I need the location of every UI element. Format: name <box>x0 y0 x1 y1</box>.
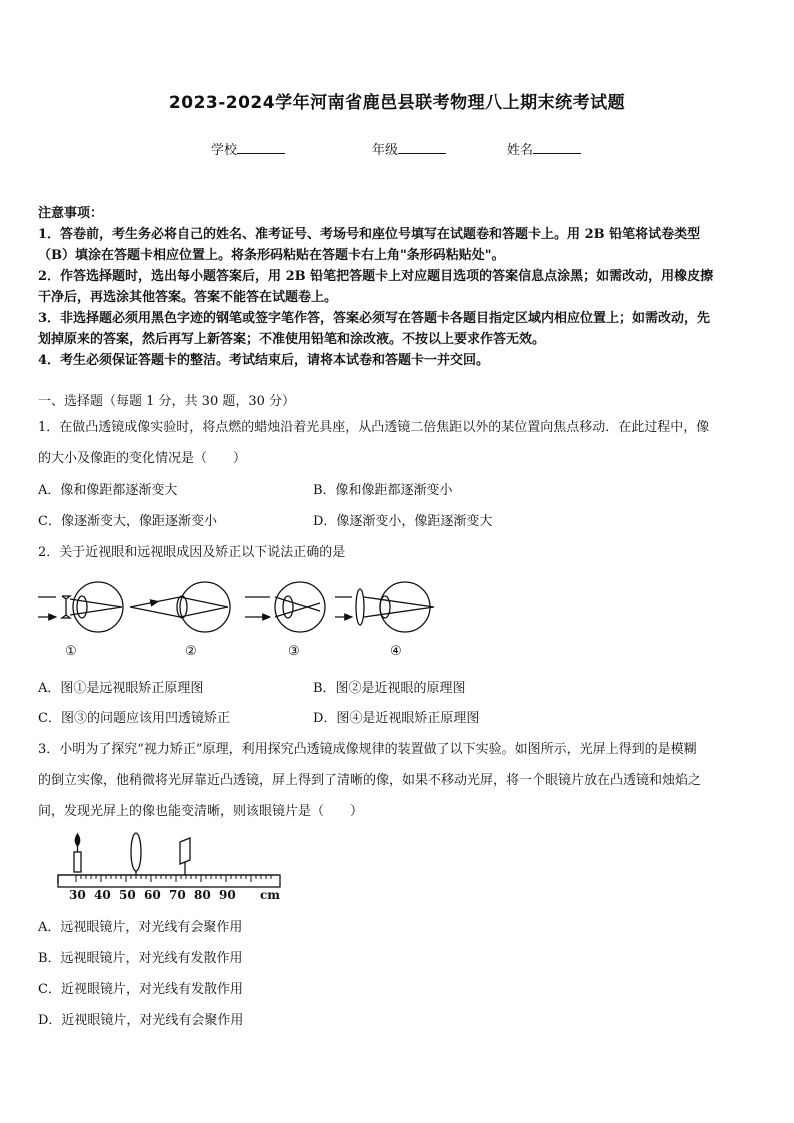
notice-line: 划掉原来的答案，然后再写上新答案；不准使用铅笔和涂改液。不按以上要求作答无效。 <box>38 332 546 347</box>
q1-option-d: D．像逐渐变小，像距逐渐变大 <box>313 514 493 529</box>
ruler-label-30: 30 <box>69 888 86 902</box>
q3-option-c: C．近视眼镜片，对光线有发散作用 <box>38 982 243 997</box>
q2-option-a: A．图①是远视眼矫正原理图 <box>38 681 204 696</box>
ruler-label-50: 50 <box>119 888 136 902</box>
q3-stem: 间，发现光屏上的像也能变清晰，则该眼镜片是（ ） <box>38 804 364 819</box>
notice-line: 4．考生必须保证答题卡的整洁。考试结束后，请将本试卷和答题卡一并交回。 <box>38 353 490 368</box>
q1-stem: 的大小及像距的变化情况是（ ） <box>38 451 247 466</box>
figure-label-3: ③ <box>288 644 300 659</box>
ruler-ticks <box>76 875 271 882</box>
eye-diagrams-figure <box>30 575 450 660</box>
ruler-label-70: 70 <box>169 888 186 902</box>
figure-label-1: ① <box>65 644 77 659</box>
q2-stem: 2．关于近视眼和远视眼成因及矫正以下说法正确的是 <box>38 545 346 560</box>
section-heading: 一、选择题（每题 1 分，共 30 题，30 分） <box>38 394 296 409</box>
figure-label-2: ② <box>185 644 197 659</box>
notice-line: 2．作答选择题时，选出每小题答案后，用 2B 铅笔把答题卡上对应题目选项的答案信息点涂黑；如需改动，用橡皮擦 <box>38 269 714 284</box>
light-screen <box>180 838 190 864</box>
q3-option-b: B．远视眼镜片，对光线有发散作用 <box>38 951 243 966</box>
figure-label-4: ④ <box>390 644 402 659</box>
ruler-label-90: 90 <box>219 888 236 902</box>
eye-diagram-2 <box>130 582 230 632</box>
q3-stem: 的倒立实像，他稍微将光屏靠近凸透镜，屏上得到了清晰的像，如果不移动光屏，将一个眼镜片放在凸透镜和烛焰之 <box>38 773 702 788</box>
candle <box>74 834 81 872</box>
notice-line: 干净后，再选涂其他答案。答案不能答在试题卷上。 <box>38 290 338 305</box>
eye-diagram-3 <box>245 582 325 632</box>
convex-lens <box>131 833 141 871</box>
name-field <box>507 139 581 158</box>
ruler-label-80: 80 <box>194 888 211 902</box>
q1-option-c: C．像逐渐变大，像距逐渐变小 <box>38 514 217 529</box>
ruler-label-60: 60 <box>144 888 161 902</box>
name-blank <box>533 141 581 154</box>
q2-option-c: C．图③的问题应该用凹透镜矫正 <box>38 711 230 726</box>
eye-diagram-1 <box>38 582 123 632</box>
q2-option-d: D．图④是近视眼矫正原理图 <box>313 711 480 726</box>
grade-blank <box>398 141 446 154</box>
notice-line: 1．答卷前，考生务必将自己的姓名、准考证号、考场号和座位号填写在试题卷和答题卡上。用 2B 铅笔将试卷类型 <box>38 227 701 242</box>
ruler-unit: cm <box>260 888 281 902</box>
grade-label: 年级 <box>372 143 399 158</box>
q1-option-a: A．像和像距都逐渐变大 <box>38 483 178 498</box>
ruler-label-40: 40 <box>94 888 111 902</box>
optical-bench-figure <box>54 830 286 906</box>
q3-option-a: A．远视眼镜片，对光线有会聚作用 <box>38 920 243 935</box>
school-label: 学校 <box>211 143 238 158</box>
q3-option-d: D．近视眼镜片，对光线有会聚作用 <box>38 1013 244 1028</box>
notice-line: （B）填涂在答题卡相应位置上。将条形码粘贴在答题卡右上角"条形码粘贴处"。 <box>38 248 505 263</box>
notice-line: 3．非选择题必须用黑色字迹的钢笔或签字笔作答，答案必须写在答题卡各题目指定区域内相应位置上；如需改动，先 <box>38 311 711 326</box>
q1-stem: 1．在做凸透镜成像实验时，将点燃的蜡烛沿着光具座，从凸透镜二倍焦距以外的某位置向焦点移动．在此过程中，像 <box>38 420 710 435</box>
eye-diagram-4 <box>335 582 434 632</box>
name-label: 姓名 <box>507 143 534 158</box>
q2-option-b: B．图②是近视眼的原理图 <box>313 681 466 696</box>
page-title: 2023-2024学年河南省鹿邑县联考物理八上期末统考试题 <box>168 93 626 113</box>
q1-option-b: B．像和像距都逐渐变小 <box>313 483 453 498</box>
grade-field <box>372 139 446 158</box>
school-field <box>211 139 285 158</box>
q3-stem: 3．小明为了探究“视力矫正”原理，利用探究凸透镜成像规律的装置做了以下实验。如图所示，光屏上得到的是模糊 <box>38 742 697 757</box>
notice-heading: 注意事项： <box>38 206 104 221</box>
school-blank <box>237 141 285 154</box>
